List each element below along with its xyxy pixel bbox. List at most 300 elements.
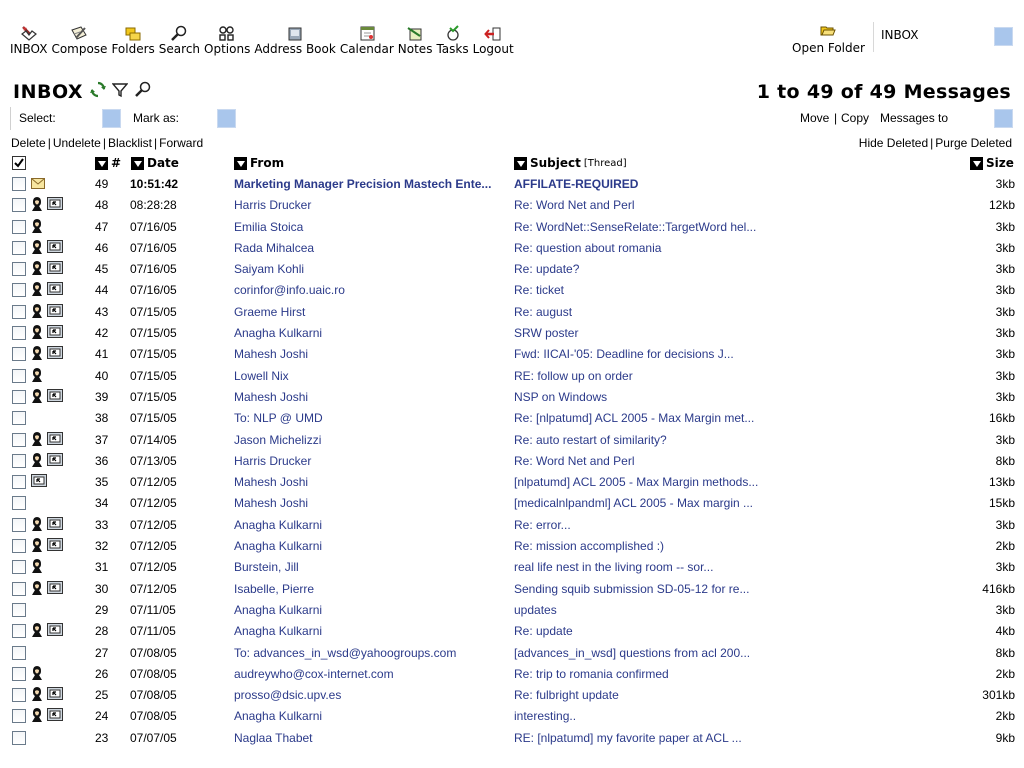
column-subject-label: Subject — [530, 156, 581, 170]
message-date: 07/16/05 — [130, 219, 177, 234]
select-label: Select: — [19, 111, 56, 125]
message-date: 07/15/05 — [130, 326, 177, 341]
message-from[interactable]: Anagha Kulkarni — [234, 709, 323, 724]
options-icon — [217, 25, 237, 42]
message-date: 10:51:42 — [130, 177, 179, 191]
message-row[interactable] — [0, 258, 1024, 279]
toolbar-inbox-button[interactable] — [10, 25, 47, 56]
notes-icon — [405, 25, 425, 42]
message-row[interactable] — [0, 705, 1024, 726]
purge-deleted-link[interactable]: Purge Deleted — [935, 136, 1012, 150]
message-size: 2kb — [995, 666, 1015, 681]
separator: | — [102, 136, 106, 150]
message-row[interactable] — [0, 492, 1024, 513]
message-row[interactable] — [0, 663, 1024, 684]
message-size: 3kb — [995, 368, 1015, 383]
answered-icon — [47, 304, 63, 320]
message-row[interactable] — [0, 578, 1024, 599]
open-folder-button[interactable] — [792, 22, 865, 55]
title-icons — [90, 81, 151, 102]
message-from[interactable]: Emilia Stoica — [234, 219, 304, 234]
toolbar-address-book-button[interactable] — [254, 25, 335, 56]
message-date: 07/08/05 — [130, 666, 177, 681]
message-from[interactable]: Burstein, Jill — [234, 560, 299, 575]
message-size: 13kb — [988, 475, 1015, 490]
message-checkbox[interactable] — [12, 688, 26, 702]
message-date: 07/16/05 — [130, 283, 177, 298]
message-from[interactable]: Anagha Kulkarni — [234, 326, 323, 341]
answered-icon — [47, 581, 63, 597]
message-subject[interactable]: Re: trip to romania confirmed — [514, 666, 669, 681]
toolbar-label: Options — [204, 42, 251, 56]
message-checkbox[interactable] — [12, 241, 26, 255]
personal-message-icon — [30, 218, 44, 237]
answered-icon — [47, 432, 63, 448]
message-subject[interactable]: [nlpatumd] ACL 2005 - Max Margin methods... — [514, 475, 759, 490]
calendar-icon — [357, 25, 377, 42]
message-count: 1 to 49 of 49 Messages — [756, 81, 1011, 103]
message-date: 07/14/05 — [130, 432, 177, 447]
sort-subject-header[interactable] — [514, 156, 627, 170]
messages-to-label: Messages to — [880, 111, 949, 125]
message-checkbox[interactable] — [12, 390, 26, 404]
answered-icon — [47, 538, 63, 554]
separator: | — [834, 111, 838, 125]
message-number: 44 — [95, 283, 109, 298]
personal-message-icon — [30, 707, 44, 726]
message-from[interactable]: Mahesh Joshi — [234, 496, 309, 511]
message-from[interactable]: Harris Drucker — [234, 453, 312, 468]
message-date: 07/11/05 — [130, 624, 176, 639]
sort-down-icon — [131, 157, 144, 170]
message-number: 42 — [95, 326, 109, 341]
message-row[interactable] — [0, 386, 1024, 407]
message-from[interactable]: Naglaa Thabet — [234, 730, 313, 745]
message-from[interactable]: Mahesh Joshi — [234, 347, 309, 362]
message-from[interactable]: Anagha Kulkarni — [234, 539, 323, 554]
message-checkbox[interactable] — [12, 496, 26, 510]
message-list — [0, 173, 1024, 748]
message-date: 07/15/05 — [130, 389, 177, 404]
message-size: 3kb — [995, 304, 1015, 319]
personal-message-icon — [30, 622, 44, 641]
toolbar-calendar-button[interactable] — [340, 25, 394, 56]
message-row[interactable] — [0, 450, 1024, 471]
personal-message-icon — [30, 558, 44, 577]
message-size: 2kb — [995, 539, 1015, 554]
message-number: 30 — [95, 581, 109, 596]
open-folder-label: Open Folder — [792, 41, 865, 55]
message-from[interactable]: Isabelle, Pierre — [234, 581, 315, 596]
message-actions — [11, 136, 203, 150]
message-row[interactable] — [0, 429, 1024, 450]
message-checkbox[interactable] — [12, 560, 26, 574]
message-checkbox[interactable] — [12, 624, 26, 638]
message-from[interactable]: To: advances_in_wsd@yahoogroups.com — [234, 645, 457, 660]
message-number: 28 — [95, 624, 109, 639]
message-size: 8kb — [995, 645, 1015, 660]
message-size: 3kb — [995, 326, 1015, 341]
toolbar-label: INBOX — [10, 42, 48, 56]
undelete-link[interactable]: Undelete — [52, 136, 101, 150]
message-checkbox[interactable] — [12, 433, 26, 447]
message-from[interactable]: Mahesh Joshi — [234, 389, 309, 404]
toolbar-label: Compose — [51, 42, 108, 56]
message-checkbox[interactable] — [12, 220, 26, 234]
hide-deleted-link[interactable]: Hide Deleted — [858, 136, 929, 150]
message-checkbox[interactable] — [12, 369, 26, 383]
sort-down-icon — [95, 157, 108, 170]
blacklist-link[interactable]: Blacklist — [107, 136, 152, 150]
toolbar-label: Notes — [397, 42, 433, 56]
message-size: 3kb — [995, 283, 1015, 298]
message-date: 07/15/05 — [130, 411, 177, 426]
sort-down-icon — [234, 157, 247, 170]
message-number: 46 — [95, 240, 109, 255]
folder-select-value: INBOX — [881, 28, 919, 42]
message-from[interactable]: Anagha Kulkarni — [234, 624, 323, 639]
message-date: 07/12/05 — [130, 560, 177, 575]
message-date: 07/12/05 — [130, 517, 177, 532]
sort-from-header[interactable] — [234, 156, 284, 170]
message-row[interactable] — [0, 514, 1024, 535]
toolbar-folders-button[interactable] — [111, 25, 154, 56]
message-row[interactable] — [0, 535, 1024, 556]
answered-icon — [47, 282, 63, 298]
message-from[interactable]: prosso@dsic.upv.es — [234, 688, 342, 703]
message-number: 34 — [95, 496, 109, 511]
message-checkbox[interactable] — [12, 283, 26, 297]
answered-icon — [47, 325, 63, 341]
message-subject[interactable]: [medicalnlpandml] ACL 2005 - Max margin ... — [514, 496, 753, 511]
message-checkbox[interactable] — [12, 198, 26, 212]
sort-date-header[interactable] — [131, 156, 179, 170]
mark-as-label: Mark as: — [133, 111, 180, 125]
message-date: 07/15/05 — [130, 368, 177, 383]
main-toolbar — [10, 20, 518, 56]
message-date: 07/11/05 — [130, 602, 176, 617]
message-size: 3kb — [995, 240, 1015, 255]
sort-down-icon — [970, 157, 983, 170]
message-number: 35 — [95, 475, 109, 490]
message-number: 27 — [95, 645, 109, 660]
move-link[interactable]: Move — [800, 111, 830, 125]
personal-message-icon — [30, 260, 44, 279]
message-subject[interactable]: Re: WordNet::SenseRelate::TargetWord hel... — [514, 219, 757, 234]
message-from[interactable]: Saiyam Kohli — [234, 262, 305, 277]
personal-message-icon — [30, 665, 44, 684]
message-list-header — [0, 153, 1024, 173]
toolbar-tasks-button[interactable] — [436, 25, 468, 56]
message-date: 07/07/05 — [130, 730, 177, 745]
message-number: 41 — [95, 347, 109, 362]
message-subject[interactable]: RE: [nlpatumd] my favorite paper at ACL ... — [514, 730, 742, 745]
message-subject[interactable]: AFFILATE-REQUIRED — [514, 177, 639, 191]
toolbar-notes-button[interactable] — [398, 25, 433, 56]
message-size: 3kb — [995, 219, 1015, 234]
message-number: 26 — [95, 666, 109, 681]
message-size: 3kb — [995, 262, 1015, 277]
message-date: 07/16/05 — [130, 240, 177, 255]
select-bar — [10, 107, 1016, 130]
message-checkbox[interactable] — [12, 475, 26, 489]
message-from[interactable]: Lowell Nix — [234, 368, 289, 383]
message-checkbox[interactable] — [12, 326, 26, 340]
message-row[interactable] — [0, 279, 1024, 300]
message-checkbox[interactable] — [12, 262, 26, 276]
column-date-label: Date — [147, 156, 179, 170]
personal-message-icon — [30, 281, 44, 300]
message-from[interactable]: Rada Mihalcea — [234, 240, 315, 255]
address-book-icon — [285, 25, 305, 42]
message-row[interactable] — [0, 727, 1024, 748]
message-size: 16kb — [988, 411, 1015, 426]
message-row[interactable] — [0, 684, 1024, 705]
message-from[interactable]: Jason Michelizzi — [234, 432, 322, 447]
personal-message-icon — [30, 580, 44, 599]
message-size: 3kb — [995, 432, 1015, 447]
message-size: 8kb — [995, 453, 1015, 468]
message-checkbox[interactable] — [12, 177, 26, 191]
message-date: 08:28:28 — [130, 198, 177, 213]
message-row[interactable] — [0, 322, 1024, 343]
message-date: 07/08/05 — [130, 688, 177, 703]
personal-message-icon — [30, 196, 44, 215]
message-from[interactable]: Anagha Kulkarni — [234, 517, 323, 532]
personal-message-icon — [30, 431, 44, 450]
message-row[interactable] — [0, 173, 1024, 194]
answered-icon — [47, 240, 63, 256]
toolbar-compose-button[interactable] — [51, 25, 107, 56]
message-date: 07/12/05 — [130, 496, 177, 511]
message-row[interactable] — [0, 556, 1024, 577]
message-checkbox[interactable] — [12, 305, 26, 319]
answered-icon — [47, 623, 63, 639]
tasks-icon — [443, 25, 463, 42]
mark-as-dropdown-button[interactable] — [217, 109, 236, 128]
message-size: 3kb — [995, 177, 1015, 191]
messages-to-dropdown-button[interactable] — [994, 109, 1013, 128]
message-checkbox[interactable] — [12, 518, 26, 532]
message-checkbox[interactable] — [12, 646, 26, 660]
message-date: 07/15/05 — [130, 304, 177, 319]
personal-message-icon — [30, 516, 44, 535]
message-subject[interactable]: Re: [nlpatumd] ACL 2005 - Max Margin met... — [514, 411, 755, 426]
message-date: 07/12/05 — [130, 475, 177, 490]
logout-icon — [483, 25, 503, 42]
message-row[interactable] — [0, 407, 1024, 428]
message-number: 37 — [95, 432, 109, 447]
message-date: 07/08/05 — [130, 645, 177, 660]
message-from[interactable]: Anagha Kulkarni — [234, 602, 323, 617]
folder-select[interactable] — [873, 22, 973, 52]
message-number: 45 — [95, 262, 109, 277]
message-number: 36 — [95, 453, 109, 468]
message-subject[interactable]: Re: Word Net and Perl — [514, 453, 635, 468]
message-from[interactable]: To: NLP @ UMD — [234, 411, 323, 426]
message-row[interactable] — [0, 471, 1024, 492]
message-number: 24 — [95, 709, 109, 724]
message-date: 07/08/05 — [130, 709, 177, 724]
message-size: 301kb — [982, 688, 1015, 703]
message-number: 33 — [95, 517, 109, 532]
select-all-checkbox[interactable] — [12, 156, 26, 170]
message-subject[interactable]: Re: update? — [514, 262, 580, 277]
message-subject[interactable]: Re: ticket — [514, 283, 565, 298]
message-number: 38 — [95, 411, 109, 426]
message-subject[interactable]: Re: august — [514, 304, 573, 319]
message-size: 416kb — [982, 581, 1015, 596]
message-from[interactable]: audreywho@cox-internet.com — [234, 666, 394, 681]
message-size: 9kb — [995, 730, 1015, 745]
message-number: 29 — [95, 602, 109, 617]
message-subject[interactable]: Re: update — [514, 624, 573, 639]
message-subject[interactable]: [advances_in_wsd] questions from acl 200... — [514, 645, 751, 660]
message-subject[interactable]: RE: follow up on order — [514, 368, 633, 383]
message-from[interactable]: Mahesh Joshi — [234, 475, 309, 490]
message-number: 49 — [95, 177, 109, 191]
answered-icon — [31, 474, 47, 490]
message-checkbox[interactable] — [12, 731, 26, 745]
message-row[interactable] — [0, 237, 1024, 258]
toolbar-label: Calendar — [339, 42, 394, 56]
message-subject[interactable]: Re: auto restart of similarity? — [514, 432, 667, 447]
message-subject[interactable]: Re: question about romania — [514, 240, 662, 255]
message-size: 3kb — [995, 347, 1015, 362]
search-icon[interactable] — [134, 81, 151, 102]
toolbar-label: Folders — [111, 42, 155, 56]
message-subject[interactable]: Re: fulbright update — [514, 688, 619, 703]
sort-number-header[interactable] — [95, 156, 121, 170]
message-subject[interactable]: NSP on Windows — [514, 389, 608, 404]
inbox-icon — [19, 25, 39, 42]
answered-icon — [47, 346, 63, 362]
delete-link[interactable]: Delete — [11, 136, 46, 150]
message-from[interactable]: Harris Drucker — [234, 198, 312, 213]
message-number: 40 — [95, 368, 109, 383]
sort-down-icon — [514, 157, 527, 170]
toolbar-label: Search — [158, 42, 201, 56]
answered-icon — [47, 517, 63, 533]
message-number: 43 — [95, 304, 109, 319]
message-subject[interactable]: SRW poster — [514, 326, 579, 341]
toolbar-search-button[interactable] — [159, 25, 200, 56]
message-row[interactable] — [0, 365, 1024, 386]
message-from[interactable]: Graeme Hirst — [234, 304, 306, 319]
filter-icon[interactable] — [112, 81, 128, 102]
message-subject[interactable]: Re: error... — [514, 517, 571, 532]
message-subject[interactable]: Re: mission accomplished :) — [514, 539, 665, 554]
answered-icon — [47, 687, 63, 703]
message-number: 47 — [95, 219, 109, 234]
message-checkbox[interactable] — [12, 411, 26, 425]
personal-message-icon — [30, 388, 44, 407]
message-subject[interactable]: real life nest in the living room -- sor... — [514, 560, 714, 575]
personal-message-icon — [30, 686, 44, 705]
personal-message-icon — [30, 303, 44, 322]
message-size: 2kb — [995, 709, 1015, 724]
answered-icon — [47, 261, 63, 277]
message-date: 07/15/05 — [130, 347, 177, 362]
message-size: 4kb — [995, 624, 1015, 639]
message-subject[interactable]: Re: Word Net and Perl — [514, 198, 635, 213]
sort-size-header[interactable] — [970, 156, 1014, 170]
message-size: 3kb — [995, 602, 1015, 617]
message-row[interactable] — [0, 599, 1024, 620]
message-checkbox[interactable] — [12, 667, 26, 681]
answered-icon — [47, 708, 63, 724]
personal-message-icon — [30, 367, 44, 386]
folder-go-button[interactable] — [994, 27, 1013, 46]
message-checkbox[interactable] — [12, 539, 26, 553]
message-checkbox[interactable] — [12, 603, 26, 617]
personal-message-icon — [30, 452, 44, 471]
message-date: 07/12/05 — [130, 581, 177, 596]
deleted-actions — [859, 136, 1012, 150]
toolbar-label: Address Book — [254, 42, 336, 56]
separator: | — [154, 136, 158, 150]
message-from[interactable]: corinfor@info.uaic.ro — [234, 283, 345, 298]
select-dropdown-button[interactable] — [102, 109, 121, 128]
message-row[interactable] — [0, 216, 1024, 237]
toolbar-logout-button[interactable] — [473, 25, 514, 56]
checked-checkbox-icon — [12, 156, 26, 170]
message-checkbox[interactable] — [12, 347, 26, 361]
answered-icon — [47, 197, 63, 213]
open-folder-icon — [818, 22, 838, 39]
message-size: 12kb — [988, 198, 1015, 213]
column-number-label: # — [111, 156, 122, 170]
message-row[interactable] — [0, 642, 1024, 663]
toolbar-label: Logout — [472, 42, 514, 56]
message-row[interactable] — [0, 301, 1024, 322]
message-number: 48 — [95, 198, 109, 213]
message-number: 25 — [95, 688, 109, 703]
message-checkbox[interactable] — [12, 582, 26, 596]
message-date: 07/12/05 — [130, 539, 177, 554]
message-row[interactable] — [0, 343, 1024, 364]
toolbar-options-button[interactable] — [204, 25, 250, 56]
unread-envelope-icon — [31, 178, 45, 192]
copy-link[interactable]: Copy — [841, 111, 870, 125]
forward-link[interactable]: Forward — [159, 136, 204, 150]
personal-message-icon — [30, 345, 44, 364]
message-subject[interactable]: Fwd: IICAI-'05: Deadline for decisions J... — [514, 347, 734, 362]
message-subject[interactable]: Sending squib submission SD-05-12 for re... — [514, 581, 750, 596]
personal-message-icon — [30, 324, 44, 343]
message-subject[interactable]: updates — [514, 602, 557, 617]
message-size: 3kb — [995, 389, 1015, 404]
message-row[interactable] — [0, 194, 1024, 215]
personal-message-icon — [30, 239, 44, 258]
refresh-icon[interactable] — [90, 81, 106, 102]
message-size: 3kb — [995, 517, 1015, 532]
thread-link[interactable]: [Thread] — [583, 157, 627, 169]
compose-icon — [69, 25, 89, 42]
message-from[interactable]: Marketing Manager Precision Mastech Ente... — [234, 177, 492, 191]
message-row[interactable] — [0, 620, 1024, 641]
message-checkbox[interactable] — [12, 709, 26, 723]
message-checkbox[interactable] — [12, 454, 26, 468]
search-icon — [169, 25, 189, 42]
message-size: 15kb — [988, 496, 1015, 511]
message-size: 3kb — [995, 560, 1015, 575]
message-subject[interactable]: interesting.. — [514, 709, 577, 724]
separator: | — [47, 136, 51, 150]
separator: | — [930, 136, 934, 150]
personal-message-icon — [30, 537, 44, 556]
answered-icon — [47, 453, 63, 469]
